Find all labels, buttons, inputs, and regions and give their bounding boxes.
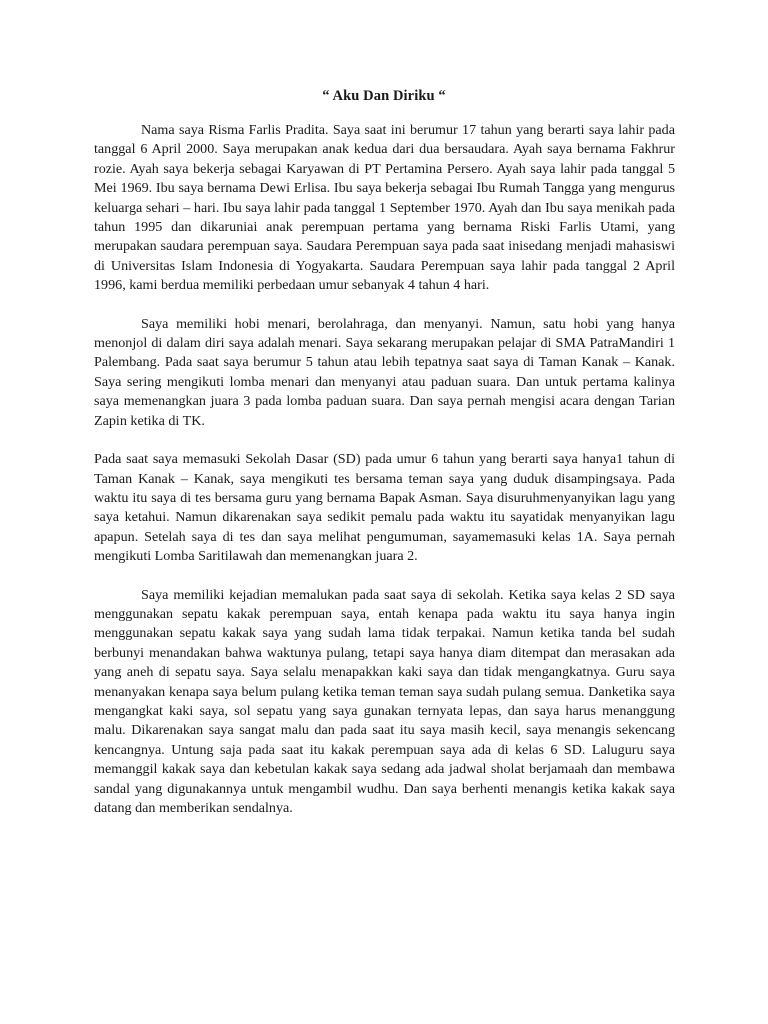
document-body xyxy=(94,121,675,837)
paragraph-elementary-school: Pada saat saya memasuki Sekolah Dasar (SD) pada umur 6 tahun yang berarti saya hanya1 tahun di Taman Kanak – Kanak, saya mengikuti tes bersama teman saya yang duduk disampingsaya. Pada waktu itu saya di tes bersama guru yang bernama Bapak Asman. Saya disuruhmenyanyikan lagu yang saya ketahui. Namun dikarenakan saya sedikit pemalu pada waktu itu sayatidak menyanyikan lagu apapun. Setelah saya di tes dan saya melihat pengumuman, sayamemasuki kelas 1A. Saya pernah mengikuti Lomba Saritilawah dan memenangkan juara 2. xyxy=(94,451,675,565)
paragraph-embarrassing-moment: Saya memiliki kejadian memalukan pada saat saya di sekolah. Ketika saya kelas 2 SD saya menggunakan sepatu kakak perempuan saya, entah kenapa pada waktu itu saya hanya ingin menggunakan sepatu kakak saya yang sudah lama tidak terpakai. Namun ketika tanda bel sudah berbunyi menandakan bahwa waktunya pulang, tetapi saya hanya diam ditempat dan merasakan ada yang aneh di sepatu saya. Saya selalu menapakkan kaki saya dan tidak mengangkatnya. Guru saya menanyakan kenapa saya belum pulang ketika teman teman saya sudah pulang semua. Danketika saya mengangkat kaki saya, sol sepatu yang saya gunakan ternyata lepas, dan saya harus menanggung malu. Dikarenakan saya sangat malu dan pada saat itu saya masih kecil, saya menangis sekencang kencangnya. Untung saja pada saat itu kakak perempuan saya ada di kelas 6 SD. Laluguru saya memanggil kakak saya dan kebetulan kakak saya sedang ada jadwal sholat berjamaah dan membawa sandal yang digunakannya untuk mengambil wudhu. Dan saya berhenti menangis ketika kakak saya datang dan memberikan sendalnya. xyxy=(94,586,675,816)
paragraph-hobbies: Saya memiliki hobi menari, berolahraga, dan menyanyi. Namun, satu hobi yang hanya menonjol di dalam diri saya adalah menari. Saya sekarang merupakan pelajar di SMA PatraMandiri 1 Palembang. Pada saat saya berumur 5 tahun atau lebih tepatnya saat saya di Taman Kanak – Kanak. Saya sering mengikuti lomba menari dan menyanyi atau paduan suara. Dan untuk pertama kalinya saya memenangkan juara 3 pada lomba paduan suara. Dan saya pernah mengisi acara dengan Tarian Zapin ketika di TK. xyxy=(94,315,675,429)
paragraph-family: Nama saya Risma Farlis Pradita. Saya saat ini berumur 17 tahun yang berarti saya lahir pada tanggal 6 April 2000. Saya merupakan anak kedua dari dua bersaudara. Ayah saya bernama Fakhrur rozie. Ayah saya bekerja sebagai Karyawan di PT Pertamina Persero. Ayah saya lahir pada tanggal 5 Mei 1969. Ibu saya bernama Dewi Erlisa. Ibu saya bekerja sebagai Ibu Rumah Tangga yang mengurus keluarga sehari – hari. Ibu saya lahir pada tanggal 1 September 1970. Ayah dan Ibu saya menikah pada tahun 1995 dan dikaruniai anak perempuan pertama yang bernama Riski Farlis Utami, yang merupakan saudara perempuan saya. Saudara Perempuan saya pada saat inisedang menjadi mahasiswi di Universitas Islam Indonesia di Yogyakarta. Saudara Perempuan saya lahir pada tanggal 2 April 1996, kami berdua memiliki perbedaan umur sebanyak 4 tahun 4 hari. xyxy=(94,122,675,294)
document-title: “ Aku Dan Diriku “ xyxy=(322,88,446,104)
